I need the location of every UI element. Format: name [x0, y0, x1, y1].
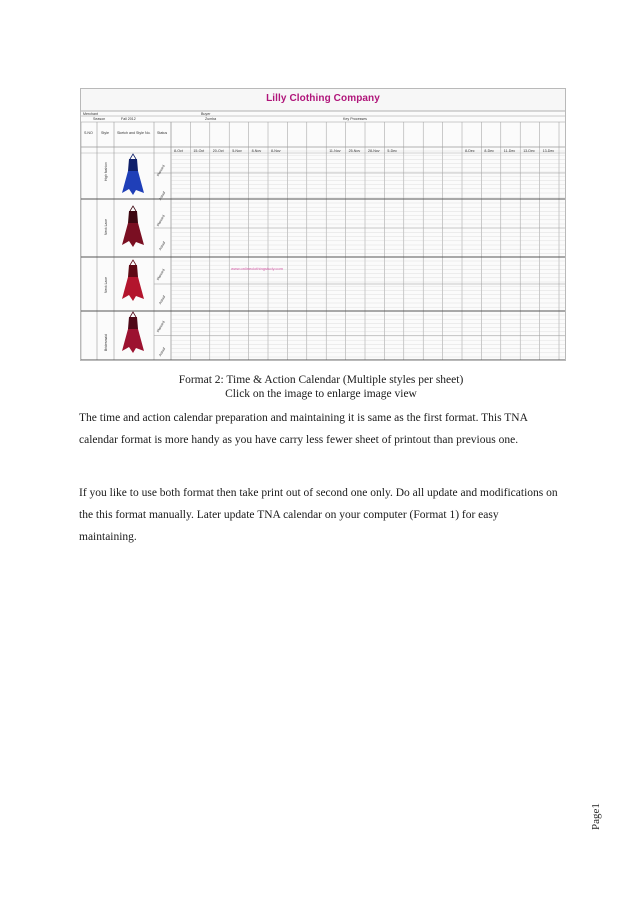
figure-caption: Format 2: Time & Action Calendar (Multiple styles per sheet) [178, 374, 464, 386]
dress-sketch-icon [122, 260, 144, 301]
spreadsheet-grid [81, 89, 565, 360]
col-sketch: Sketch and Style No. [117, 131, 151, 135]
status-actual: Actual [158, 190, 167, 201]
page-number: Page1 [590, 803, 602, 830]
planned-date: 13-Dec [542, 149, 555, 153]
col-status: Status [157, 131, 168, 135]
enlarge-hint: Click on the image to enlarge image view [225, 388, 417, 400]
planned-date: 8-Oct [174, 149, 183, 153]
planned-date: 28-Nov [368, 149, 380, 153]
planned-date: 8-Nov [251, 149, 262, 153]
status-planned: Planned [156, 164, 166, 177]
dress-sketch-icon [122, 206, 144, 247]
planned-date: 11-Nov [329, 149, 341, 153]
buyer-label: Buyer [201, 112, 211, 116]
planned-date: 8-Dec [484, 149, 494, 153]
dress-sketch-icon [122, 312, 144, 353]
dress-sketch-icon [122, 154, 144, 195]
season-value: Fall 2012 [121, 117, 136, 121]
style-name: Neck Lace [104, 276, 108, 293]
col-style: Style [101, 131, 109, 135]
status-actual: Actual [158, 294, 167, 305]
season-label: Season [93, 117, 106, 121]
planned-date: 5-Dec [387, 149, 397, 153]
style-name: High fashion [104, 162, 108, 181]
planned-date: 25-Nov [348, 149, 361, 153]
style-name: Neck Lace [104, 218, 108, 235]
watermark-text: www.onlineclothingstudy.com [231, 266, 283, 271]
paragraph-tna-format: The time and action calendar preparation and maintaining it is same as the first format. This TNA calendar format is more handy as you have carry less fewer sheet of printout than previous one. [79, 412, 528, 446]
status-actual: Actual [158, 346, 167, 357]
planned-date: 5-Nov [232, 149, 242, 153]
merchant-label: Merchant [83, 112, 98, 116]
company-title: Lilly Clothing Company [266, 93, 380, 104]
planned-date: 13-Dec [523, 149, 535, 153]
planned-date: 8-Nov [271, 149, 281, 153]
planned-date: 8-Dec [465, 149, 475, 153]
tna-calendar-image[interactable] [80, 88, 566, 361]
buyer-value: Zumba [205, 117, 217, 121]
planned-date: 11-Dec [503, 149, 516, 153]
paragraph-print-advice: If you like to use both format then take print out of second one only. Do all update and modifications on the this format manually. Later update TNA calendar on your computer (Format 1) for easy maintaining. [79, 487, 558, 543]
status-actual: Actual [158, 240, 167, 251]
planned-date: 15-Oct [193, 149, 205, 153]
style-name: Bridesmaid [104, 334, 108, 351]
status-planned: Planned [156, 214, 166, 227]
col-sno: S.NO [84, 131, 93, 135]
status-planned: Planned [156, 320, 166, 333]
key-processes-label: Key Processes [343, 117, 367, 121]
status-planned: Planned [156, 268, 166, 281]
planned-date: 20-Oct [212, 149, 224, 153]
